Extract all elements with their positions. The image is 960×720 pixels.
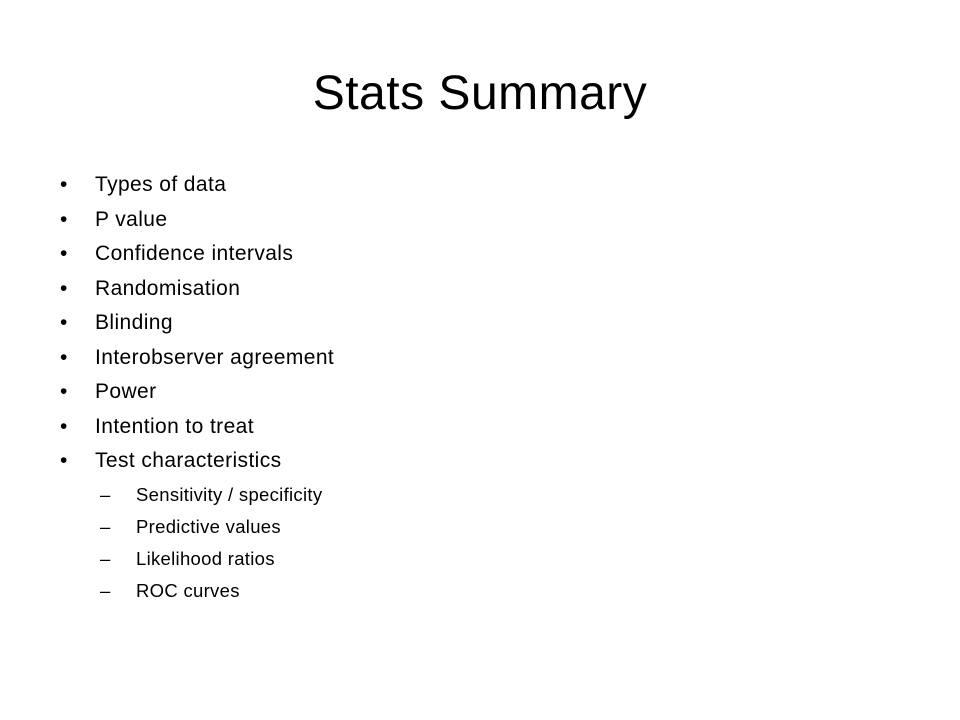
bullet-item-intention-to-treat: • Intention to treat xyxy=(60,410,920,445)
sub-item-likelihood-ratios: – Likelihood ratios xyxy=(95,543,920,575)
bullet-item-confidence-intervals: • Confidence intervals xyxy=(60,237,920,272)
sub-item-roc-curves: – ROC curves xyxy=(95,575,920,607)
bullet-label-test-characteristics: Test characteristics xyxy=(95,449,282,472)
bullet-item-test-characteristics xyxy=(60,444,920,607)
bullet-item-interobserver-agreement: • Interobserver agreement xyxy=(60,341,920,376)
bullet-list xyxy=(60,168,920,607)
bullet-item-randomisation: • Randomisation xyxy=(60,272,920,307)
sub-item-predictive-values: – Predictive values xyxy=(95,511,920,543)
slide-title: Stats Summary xyxy=(312,67,648,120)
bullet-item-blinding: • Blinding xyxy=(60,306,920,341)
bullet-item-power: • Power xyxy=(60,375,920,410)
sub-item-sensitivity-specificity: – Sensitivity / specificity xyxy=(95,479,920,511)
bullet-item-p-value: • P value xyxy=(60,203,920,238)
bullet-item-types-of-data: • Types of data xyxy=(60,168,920,203)
sub-bullet-list xyxy=(95,479,920,607)
